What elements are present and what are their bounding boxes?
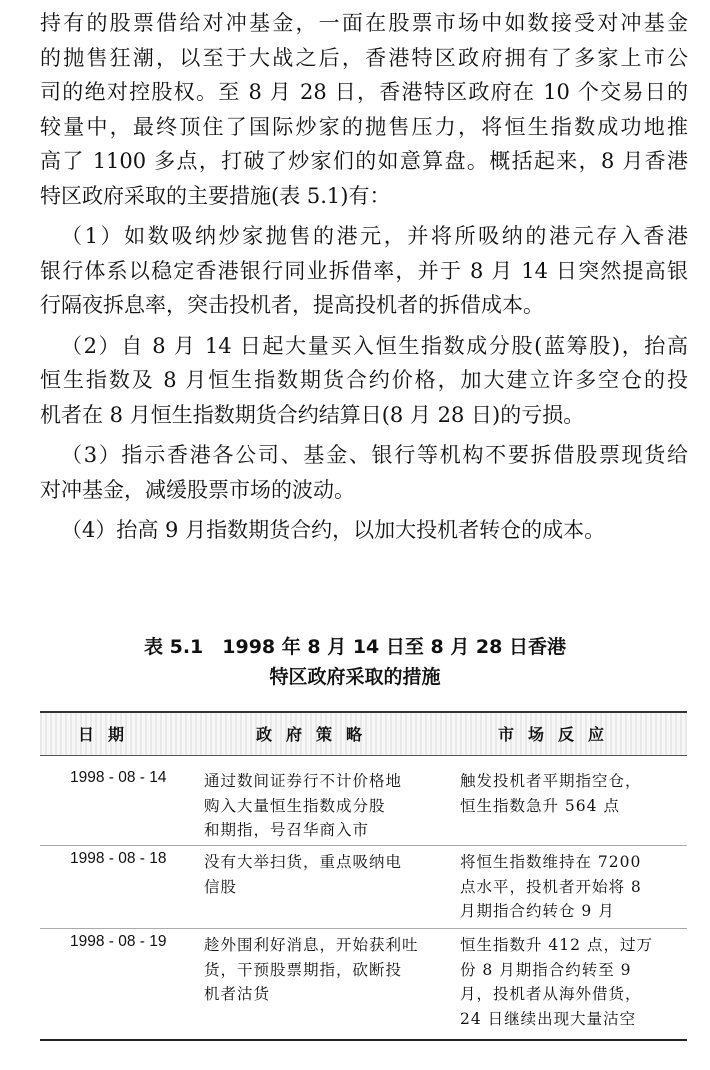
- row-divider: [40, 928, 687, 929]
- market-line: 月，投机者从海外借货，: [460, 985, 642, 1003]
- row-market: [460, 769, 688, 818]
- table-caption-line-1: 表 5.1 1998 年 8 月 14 日至 8 月 28 日香港: [143, 636, 566, 658]
- market-line: 将恒生指数维持在 7200: [460, 853, 642, 871]
- row-policy: [204, 933, 466, 1007]
- policy-line: 通过数间证券行不计价格地: [204, 772, 403, 790]
- market-line: 24 日继续出现大量沽空: [460, 1009, 637, 1028]
- paragraph-2: [40, 219, 688, 254]
- text-line: （1）如数吸纳炒家抛售的港元，并将所吸纳的港元存入香港: [61, 224, 688, 248]
- header-policy: 政府策略: [256, 725, 377, 744]
- market-line: 触发投机者平期指空仓，: [460, 772, 642, 790]
- text-line: 对冲基金，减缓股票市场的波动。: [40, 477, 355, 502]
- text-line: 高了 1100 多点，打破了炒家们的如意算盘。概括起来，8 月香港: [40, 149, 688, 173]
- header-market: 市场反应: [498, 725, 619, 744]
- text-line: 的抛售狂潮，以至于大战之后，香港特区政府拥有了多家上市公: [40, 45, 688, 70]
- row-date: 1998 - 08 - 19: [70, 933, 167, 950]
- row-market: [460, 933, 688, 1031]
- text-line: 银行体系以稳定香港银行同业拆借率，并于 8 月 14 日突然提高银: [40, 258, 688, 283]
- market-line: 月期指合约转仓 9 月: [460, 902, 615, 920]
- paragraph-4: [40, 438, 688, 473]
- market-line: 点水平，投机者开始将 8: [460, 877, 642, 896]
- row-date: 1998 - 08 - 18: [70, 850, 167, 867]
- policy-line: 没有大举扫货，重点吸纳电: [204, 853, 403, 871]
- policy-line: 信股: [204, 877, 238, 896]
- table-bottom-rule: [40, 1039, 687, 1041]
- market-line: 恒生指数急升 564 点: [460, 796, 620, 815]
- text-line: 持有的股票借给对冲基金，一面在股票市场中如数接受对冲基金: [40, 11, 688, 35]
- body-text: [40, 6, 688, 548]
- paragraph-2-cont: [40, 254, 688, 323]
- table-caption-line-2: 特区政府采取的措施: [269, 666, 441, 688]
- market-line: 份 8 月期指合约转至 9: [460, 960, 632, 979]
- policy-line: 趁外围利好消息，开始获利吐: [204, 936, 419, 954]
- policy-line: 货，干预股票期指，砍断投: [204, 960, 403, 979]
- market-line: 恒生指数升 412 点，过万: [460, 936, 653, 954]
- text-line: 司的绝对控股权。至 8 月 28 日，香港特区政府在 10 个交易日的: [40, 80, 688, 104]
- text-line: 机者在 8 月恒生指数期货合约结算日(8 月 28 日)的亏损。: [40, 402, 585, 427]
- paragraph-3: [40, 329, 688, 364]
- row-policy: [204, 769, 466, 843]
- row-date: 1998 - 08 - 14: [70, 769, 167, 786]
- text-line: （2）自 8 月 14 日起大量买入恒生指数成分股(蓝筹股)，抬高: [61, 333, 688, 358]
- text-line: （3）指示香港各公司、基金、银行等机构不要拆借股票现货给: [61, 443, 688, 467]
- paragraph-3-cont: [40, 363, 688, 432]
- policy-line: 机者沽货: [204, 985, 271, 1003]
- policy-line: 和期指，号召华商入市: [204, 821, 370, 839]
- header-date: 日期: [78, 725, 139, 744]
- text-line: （4）抬高 9 月指数期货合约，以加大投机者转仓的成本。: [61, 518, 606, 542]
- text-line: 恒生指数及 8 月恒生指数期货合约价格，加大建立许多空仓的投: [40, 368, 688, 392]
- row-market: [460, 850, 688, 924]
- row-policy: [204, 850, 466, 899]
- text-line: 较量中，最终顶住了国际炒家的抛售压力，将恒生指数成功地推: [40, 114, 688, 139]
- policy-line: 购入大量恒生指数成分股: [204, 796, 386, 815]
- row-divider: [40, 845, 687, 846]
- paragraph-1: [40, 6, 688, 213]
- text-line: 行隔夜拆息率，突击投机者，提高投机者的拆借成本。: [40, 293, 544, 317]
- paragraph-5: [40, 513, 688, 548]
- text-line: 特区政府采取的主要措施(表 5.1)有：: [40, 183, 391, 208]
- paragraph-4-cont: [40, 473, 688, 508]
